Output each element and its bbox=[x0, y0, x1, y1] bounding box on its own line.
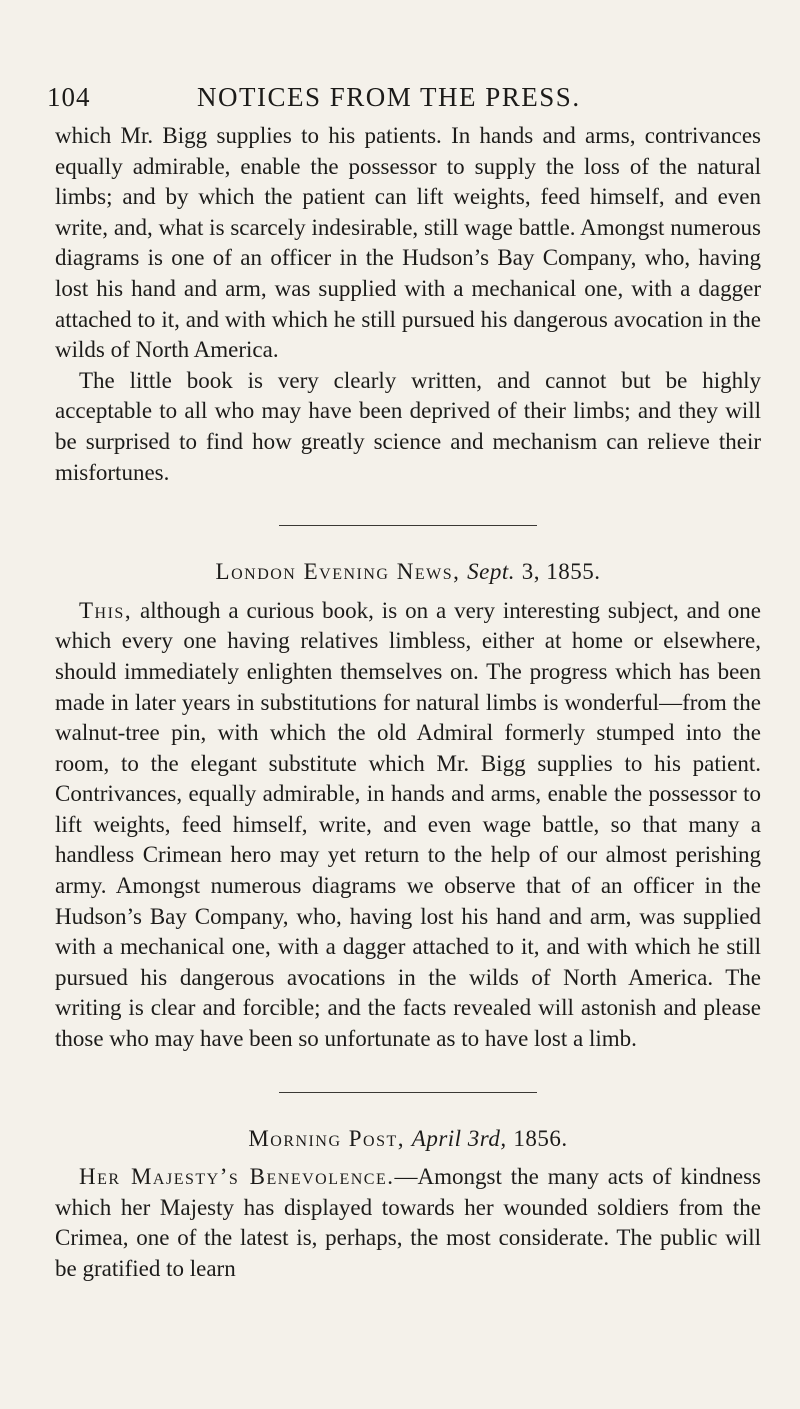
source-date-italic: Sept. bbox=[467, 559, 515, 585]
page-number: 104 bbox=[47, 82, 91, 112]
notice-london-evening-news bbox=[55, 596, 761, 1055]
running-title: NOTICES FROM THE PRESS. bbox=[197, 82, 581, 112]
body-text bbox=[55, 121, 761, 1285]
source-name: London Evening News, bbox=[215, 559, 461, 585]
notice-text: although a curious book, is on a very interesting subject, and one which every one having relatives limbless, either at home or elsewhere, should immediately enlighten themselves on. The progress which has been made in later years in substitutions for natural limbs is wonderful—from the walnut-tree pin, with which the old Admiral formerly stumped into the room, to the elegant substitute which Mr. Bigg supplies to his patient. Contrivances, equally admirable, in hands and arms, enable the possessor to lift weights, feed himself, write, and even wage battle, so that many a handless Crimean hero may yet return to the help of our almost perishing army. Amongst numerous diagrams we observe that of an officer in the Hudson’s Bay Company, who, having lost his hand and arm, was supplied with a mechanical one, with a dagger attached to it, and with which he still pursued his dangerous avocations in the wilds of North America. The writing is clear and forcible; and the facts revealed will astonish and please those who may have been so unfortunate as to have lost a limb. bbox=[55, 597, 762, 1052]
source-name: Morning Post, bbox=[248, 1125, 406, 1151]
section-divider bbox=[279, 1092, 537, 1093]
running-head bbox=[47, 82, 760, 116]
notice-text: —Amongst the many acts of kindness which her Majesty has displayed towards her wounded soldiers from the Crimea, one of the latest is, perhaps, the most considerate. The public will be gratified to learn bbox=[55, 1164, 761, 1281]
paragraph-closing: The little book is very clearly written, and cannot but be highly acceptable to all who may have been deprived of their limbs; and they will be surprised to find how greatly science and mechanism can relieve their misfortunes. bbox=[55, 367, 761, 485]
section-divider bbox=[279, 525, 537, 526]
source-heading-morning-post bbox=[55, 1124, 761, 1155]
paragraph-continued: which Mr. Bigg supplies to his patients. In hands and arms, contrivances equally admirable, enable the possessor to supply the loss of the natural limbs; and by which the patient can lift weights, feed himself, and even write, and, what is scarcely indesirable, still wage battle. Amongst numerous diagrams is one of an officer in the Hudson’s Bay Company, who, having lost his hand and arm, was supplied with a mechanical one, with a dagger attached to it, and with which he still pursued his dangerous avocation in the wilds of North America. bbox=[55, 123, 761, 363]
source-date-italic: April 3rd, bbox=[411, 1125, 507, 1151]
source-date: 3, 1855. bbox=[521, 559, 601, 585]
lead-word: This, bbox=[79, 597, 133, 623]
notice-morning-post bbox=[55, 1162, 761, 1284]
source-heading-london-evening-news bbox=[55, 557, 761, 588]
source-date: 1856. bbox=[513, 1125, 568, 1151]
lead-heading: Her Majesty’s Benevolence. bbox=[79, 1164, 395, 1190]
